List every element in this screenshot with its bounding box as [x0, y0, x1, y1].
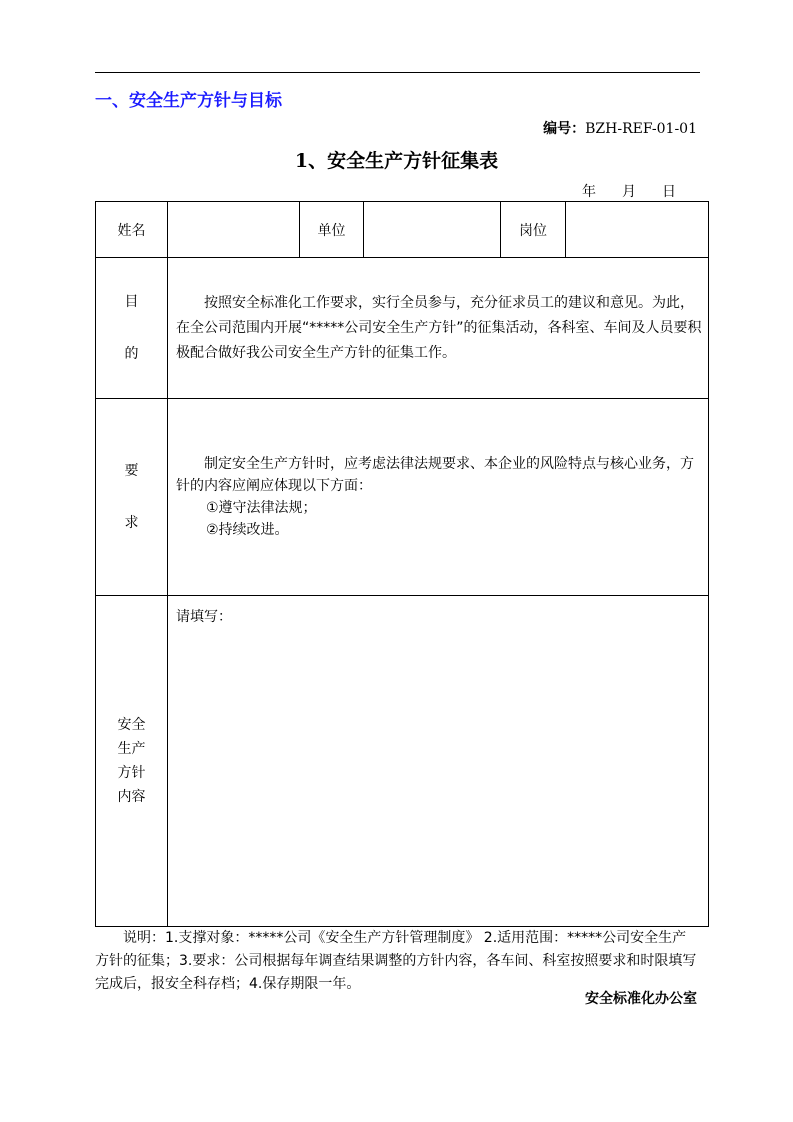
requirements-item: ①遵守法律法规； [206, 500, 317, 516]
requirements-label: 要 求 [96, 399, 168, 596]
office-signature: 安全标准化办公室 [585, 991, 697, 1007]
requirements-item: ②持续改进。 [206, 522, 289, 538]
doc-number [543, 118, 697, 138]
position-field[interactable] [566, 202, 709, 258]
policy-label: 安全 生产 方针 内容 [96, 596, 168, 927]
doc-number-value: BZH-REF-01-01 [585, 121, 697, 137]
section-heading: 一、安全生产方针与目标 [95, 91, 282, 111]
policy-content-field[interactable] [168, 596, 709, 927]
doc-number-label: 编号： [543, 121, 586, 137]
date-year: 年 [582, 184, 596, 200]
fill-prompt: 请填写： [176, 609, 232, 625]
date-day: 日 [662, 184, 676, 200]
table-row [96, 258, 709, 399]
table-row [96, 596, 709, 927]
table-row [96, 399, 709, 596]
form-title: 1、安全生产方针征集表 [294, 150, 499, 172]
solicitation-form [95, 201, 709, 927]
header-rule [95, 72, 700, 73]
purpose-content [168, 258, 709, 399]
note-text: 说明：1.支撑对象：*****公司《安全生产方针管理制度》 2.适用范围：*****公司安全生产方针的征集；3.要求：公司根据每年调查结果调整的方针内容，各车间、科室按照要求和时限填写完成后，报安全科存档；4.保存期限一年。 [95, 930, 697, 992]
purpose-label: 目 的 [96, 258, 168, 399]
name-field[interactable] [168, 202, 300, 258]
unit-field[interactable] [364, 202, 501, 258]
purpose-text: 按照安全标准化工作要求，实行全员参与，充分征求员工的建议和意见。为此，在全公司范围内开展“*****公司安全生产方针”的征集活动，各科室、车间及人员要积极配合做好我公司安全生产方针的征集工作。 [176, 294, 702, 361]
table-row [96, 202, 709, 258]
unit-label: 单位 [300, 202, 364, 258]
position-label: 岗位 [501, 202, 566, 258]
requirements-content [168, 399, 709, 596]
requirements-text: 制定安全生产方针时，应考虑法律法规要求、本企业的风险特点与核心业务，方针的内容应阐应体现以下方面： [176, 456, 694, 494]
date-month: 月 [622, 184, 636, 200]
name-label: 姓名 [96, 202, 168, 258]
